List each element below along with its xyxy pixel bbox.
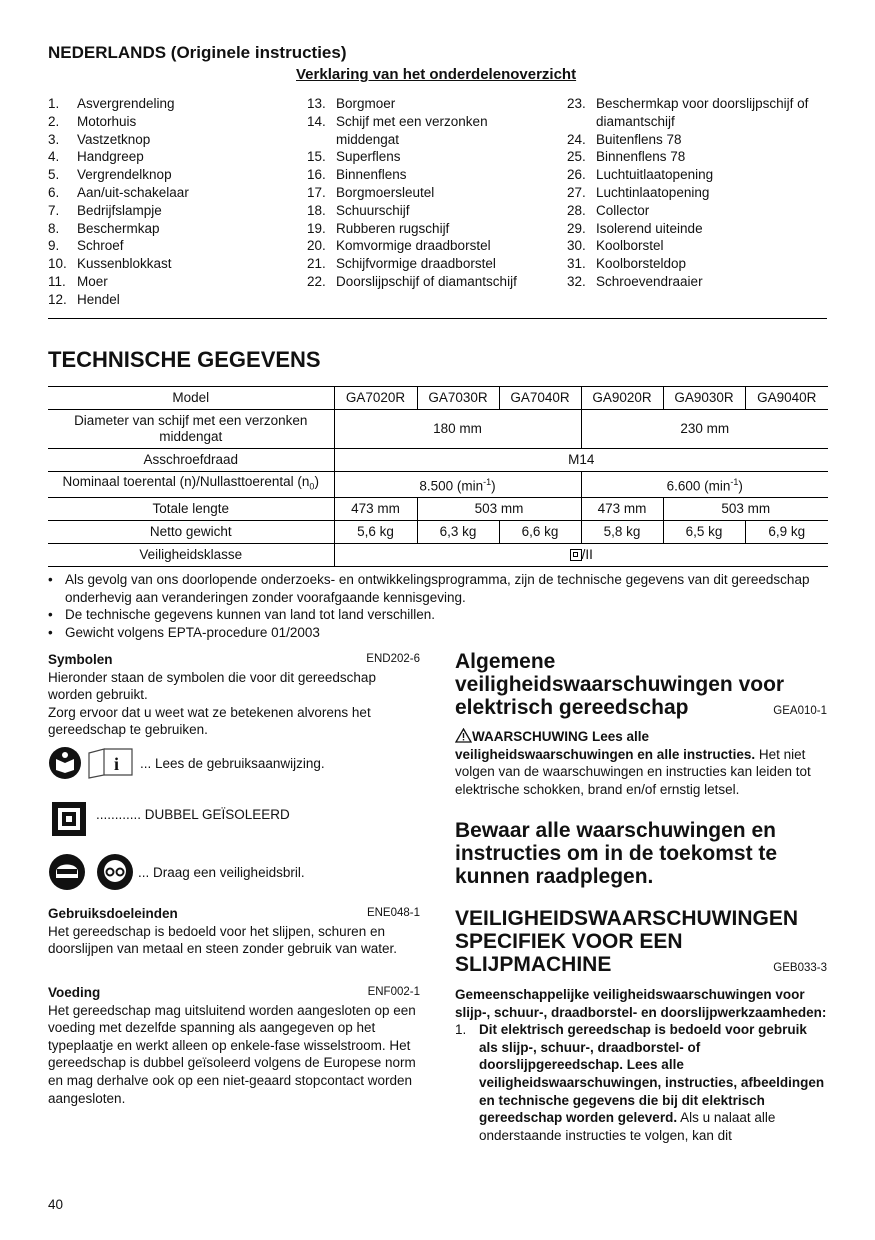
paragraph: Zorg ervoor dat u weet wat ze betekenen alvorens het gereedschap te gebruiken. xyxy=(48,704,371,738)
list-item-label: Buitenflens 78 xyxy=(596,131,682,147)
tech-notes xyxy=(48,571,828,641)
value-cell: 503 mm xyxy=(417,497,581,520)
list-item-number: 5. xyxy=(48,167,60,183)
list-item-label: Isolerend uiteinde xyxy=(596,220,703,236)
list-item-label: Collector xyxy=(596,202,650,218)
list-item-number: 1. xyxy=(48,96,60,111)
row-label: Totale lengte xyxy=(48,497,334,520)
list-item-number: 14. xyxy=(307,113,326,129)
page-language-title: NEDERLANDS (Originele instructies) xyxy=(48,43,347,62)
list-item xyxy=(567,255,827,273)
value-cell: 473 mm xyxy=(581,497,663,520)
value-cell: 5,8 kg xyxy=(581,520,663,543)
list-item-number: 3. xyxy=(48,131,60,147)
paragraph: Het gereedschap is bedoeld voor het slijpen, schuren en doorslijpen van metaal en steen zonder gebruik van water. xyxy=(48,923,397,957)
list-item xyxy=(48,95,288,113)
tech-specs-title: TECHNISCHE GEGEVENS xyxy=(48,347,321,372)
list-item-label: Binnenflens xyxy=(336,167,407,183)
list-item-number: 4. xyxy=(48,149,60,165)
list-item xyxy=(307,220,547,238)
model-cell: GA7030R xyxy=(417,387,499,410)
list-item xyxy=(48,255,288,273)
list-item-number: 26. xyxy=(567,167,586,183)
list-item-number: 27. xyxy=(567,184,586,200)
list-item: • Gewicht volgens EPTA-procedure 01/2003 xyxy=(48,624,320,640)
list-item-label: Schuurschijf xyxy=(336,202,410,218)
table-row xyxy=(48,543,828,566)
list-item-number: 2. xyxy=(48,113,60,129)
list-item-label: Borgmoer xyxy=(336,96,396,111)
table-row xyxy=(48,520,828,543)
model-cell: GA7040R xyxy=(499,387,581,410)
list-item xyxy=(307,255,547,273)
list-item-number: 21. xyxy=(307,256,326,272)
value-cell: 6.600 $(\min^{-1})$ xyxy=(581,472,828,498)
list-item xyxy=(567,184,827,202)
list-item-number: 20. xyxy=(307,238,326,254)
section-title: Voeding xyxy=(48,985,101,1000)
list-item xyxy=(567,166,827,184)
list-item-number: 12. xyxy=(48,291,67,307)
list-item xyxy=(48,237,288,255)
symbol-row-double-insulated xyxy=(48,800,290,838)
list-item xyxy=(307,273,547,291)
list-item-label: Doorslijpschijf of diamantschijf xyxy=(336,273,517,289)
list-item-label: Handgreep xyxy=(77,149,144,165)
value-cell: 473 mm xyxy=(334,497,417,520)
table-row xyxy=(48,472,828,498)
value-cell: 230 mm xyxy=(581,410,828,449)
paragraph: Het gereedschap mag uitsluitend worden aangesloten op een voeding met dezelfde spanning als aangegeven op het typeplaatje en werkt alleen op enkele-fase wisselstroom. Het gereedschap is dubbel geïsoleerd volgens de Europese norm en mag derhalve ook op een niet-geaard stopcontact worden aangesloten. xyxy=(48,1002,416,1106)
symbol-row-manual xyxy=(48,745,325,781)
general-warnings-section xyxy=(455,650,827,798)
value-cell: 6,6 kg xyxy=(499,520,581,543)
list-item: 1. Dit elektrisch gereedschap is bedoeld voor gebruik als slijp-, schuur-, draadborstel- of doorslijpgereedschap. Lees alle veiligheidswaarschuwingen, instructies, afbeeldingen en technische gegevens die bij dit elektrisch gereedschap worden geleverd. Als u nalaat alle onderstaande instructies te volgen, kan dit xyxy=(455,1022,825,1143)
paragraph: Gemeenschappelijke veiligheidswaarschuwingen voor slijp-, schuur-, draadborstel- en doorslijpwerkzaamheden: xyxy=(455,987,827,1020)
section-heading: SLIJPMACHINE xyxy=(455,953,612,976)
table-row xyxy=(48,410,828,449)
section-heading: elektrisch gereedschap xyxy=(455,696,689,719)
model-cell: GA9020R xyxy=(581,387,663,410)
list-item-number: 30. xyxy=(567,238,586,254)
list-item xyxy=(48,113,288,131)
list-item xyxy=(567,220,827,238)
section-code: ENE048-1 xyxy=(366,907,420,919)
list-item: • Als gevolg van ons doorlopende onderzoeks- en ontwikkelingsprogramma, zijn de technische gegevens van dit gereedschap onderhevig aan veranderingen zonder voorafgaande kennisgeving. xyxy=(48,572,810,605)
section-heading: VEILIGHEIDSWAARSCHUWINGEN xyxy=(455,907,799,930)
value-cell: 503 mm xyxy=(663,497,828,520)
list-item xyxy=(307,166,547,184)
table-row xyxy=(48,449,828,472)
warning-icon xyxy=(455,728,472,743)
symbol-text: ... Draag een veiligheidsbril. xyxy=(138,864,305,880)
list-item-label: Beschermkap xyxy=(77,220,160,236)
list-item-number: 15. xyxy=(307,149,326,165)
list-item-label: Schroef xyxy=(77,238,124,254)
list-item-label: Vastzetknop xyxy=(77,131,151,147)
list-item-label: Koolborstel xyxy=(596,238,664,254)
list-item-number: 7. xyxy=(48,202,60,218)
page-number: 40 xyxy=(48,1197,64,1212)
section-title: Symbolen xyxy=(48,652,113,667)
section-heading: veiligheidswaarschuwingen voor xyxy=(455,673,785,696)
keep-warnings-section xyxy=(455,819,827,888)
list-item-label: Binnenflens 78 xyxy=(596,149,686,165)
parts-overview-title: Verklaring van het onderdelenoverzicht xyxy=(296,66,577,83)
list-item-label: Rubberen rugschijf xyxy=(336,220,450,236)
list-item-label: Vergrendelknop xyxy=(77,167,172,183)
list-item-number: 32. xyxy=(567,273,586,289)
list-item-number: 9. xyxy=(48,238,60,254)
list-item-label: Superflens xyxy=(336,149,401,165)
value-cell: M14 xyxy=(334,449,828,472)
model-cell: GA9030R xyxy=(663,387,745,410)
power-section xyxy=(48,984,420,1107)
list-item-label: Komvormige draadborstel xyxy=(336,238,491,254)
parts-list-col1 xyxy=(48,95,288,309)
value-cell: 6,9 kg xyxy=(745,520,828,543)
spec-table xyxy=(48,386,828,567)
section-code: END202-6 xyxy=(366,653,420,665)
paragraph: Hieronder staan de symbolen die voor dit gereedschap worden gebruikt. xyxy=(48,669,376,703)
list-item-label: Motorhuis xyxy=(77,113,137,129)
model-cell: GA7020R xyxy=(334,387,417,410)
list-item xyxy=(48,131,288,149)
list-item xyxy=(48,291,288,309)
list-item xyxy=(567,148,827,166)
list-item xyxy=(307,95,547,113)
list-item-label: Borgmoersleutel xyxy=(336,184,435,200)
list-item xyxy=(307,202,547,220)
value-cell: 6,5 kg xyxy=(663,520,745,543)
list-item-label: Asvergrendeling xyxy=(77,96,175,111)
parts-list-col2 xyxy=(307,95,547,291)
double-insulation-icon xyxy=(570,549,582,561)
section-heading: SPECIFIEK VOOR EEN xyxy=(455,930,683,953)
row-label: Veiligheidsklasse xyxy=(48,543,334,566)
model-cell: GA9040R xyxy=(745,387,828,410)
list-item-number: 31. xyxy=(567,256,586,272)
warning-paragraph: WAARSCHUWING Lees alle veiligheidswaarschuwingen en alle instructies. Het niet volgen van de waarschuwingen en instructies kan leiden tot elektrische schokken, brand en/of ernstig letsel. xyxy=(455,729,811,797)
list-item xyxy=(567,95,827,131)
list-item xyxy=(48,166,288,184)
parts-list-col3 xyxy=(567,95,827,291)
list-item-number: 6. xyxy=(48,184,60,200)
list-item xyxy=(48,184,288,202)
symbol-text: ............ DUBBEL GEÏSOLEERD xyxy=(96,806,290,822)
value-cell: 6,3 kg xyxy=(417,520,499,543)
list-item xyxy=(567,131,827,149)
list-item-label: Hendel xyxy=(77,291,120,307)
section-code: GEB033-3 xyxy=(773,962,827,974)
list-item: • De technische gegevens kunnen van land tot land verschillen. xyxy=(48,607,435,622)
list-item-label: Moer xyxy=(77,273,108,289)
section-code: ENF002-1 xyxy=(367,986,420,998)
row-label: Model xyxy=(48,387,334,410)
symbols-section xyxy=(48,651,420,739)
list-item-label: Schijfvormige draadborstel xyxy=(336,256,496,272)
list-item xyxy=(307,113,547,149)
list-item xyxy=(307,184,547,202)
list-item-number: 10. xyxy=(48,256,67,272)
row-label: Diameter van schijf met een verzonken middengat xyxy=(48,410,334,449)
list-item-label: Schroevendraaier xyxy=(596,273,703,289)
list-item-number: 25. xyxy=(567,149,586,165)
list-item xyxy=(48,220,288,238)
list-item-number: 17. xyxy=(307,184,326,200)
value-cell: /II xyxy=(334,543,828,566)
list-item-number: 11. xyxy=(48,273,66,289)
list-item-number: 23. xyxy=(567,96,586,111)
usage-section xyxy=(48,905,420,958)
list-item-number: 28. xyxy=(567,202,586,218)
list-item-label: Beschermkap voor doorslijpschijf of diamantschijf xyxy=(596,96,809,129)
symbol-row-safety-glasses xyxy=(48,852,305,892)
list-item-number: 19. xyxy=(307,220,326,236)
list-item-number: 16. xyxy=(307,167,326,183)
row-label: Nominaal toerental (n)/Nullasttoerental $(n_0)$ xyxy=(48,472,334,498)
list-item xyxy=(567,237,827,255)
list-item xyxy=(567,273,827,291)
divider xyxy=(48,318,827,319)
table-row xyxy=(48,497,828,520)
list-item-label: Bedrijfslampje xyxy=(77,202,162,218)
list-item-number: 24. xyxy=(567,131,586,147)
list-item-number: 29. xyxy=(567,220,586,236)
list-item-label: Luchtinlaatopening xyxy=(596,184,710,200)
list-item xyxy=(48,273,288,291)
value-cell: 180 mm xyxy=(334,410,581,449)
list-item-label: Koolborsteldop xyxy=(596,256,687,272)
table-row xyxy=(48,387,828,410)
section-heading: Algemene xyxy=(455,650,556,673)
svg-text:i: i xyxy=(114,754,120,774)
list-item-label: Schijf met een verzonken middengat xyxy=(336,113,488,147)
list-item-label: Luchtuitlaatopening xyxy=(596,167,714,183)
list-item-number: 18. xyxy=(307,202,326,218)
specific-warnings-section xyxy=(455,907,827,1144)
value-cell: 8.500 $(\min^{-1})$ xyxy=(334,472,581,498)
section-code: GEA010-1 xyxy=(773,705,827,717)
row-label: Netto gewicht xyxy=(48,520,334,543)
section-heading: Bewaar alle waarschuwingen en instructies om in de toekomst te kunnen raadplegen. xyxy=(455,819,778,888)
section-title: Gebruiksdoeleinden xyxy=(48,906,178,921)
list-item xyxy=(567,202,827,220)
value-cell: 5,6 kg xyxy=(334,520,417,543)
row-label: Asschroefdraad xyxy=(48,449,334,472)
list-item-label: Kussenblokkast xyxy=(77,256,172,272)
symbol-text: ... Lees de gebruiksaanwijzing. xyxy=(140,755,325,771)
list-item xyxy=(48,202,288,220)
list-item-label: Aan/uit-schakelaar xyxy=(77,184,189,200)
list-item xyxy=(48,148,288,166)
double-insulation-icon xyxy=(48,800,90,838)
list-item xyxy=(307,148,547,166)
read-manual-icon xyxy=(48,745,136,781)
list-item-number: 22. xyxy=(307,273,326,289)
list-item-number: 13. xyxy=(307,96,326,111)
list-item-number: 8. xyxy=(48,220,60,236)
list-item xyxy=(307,237,547,255)
safety-glasses-icon xyxy=(48,852,136,892)
